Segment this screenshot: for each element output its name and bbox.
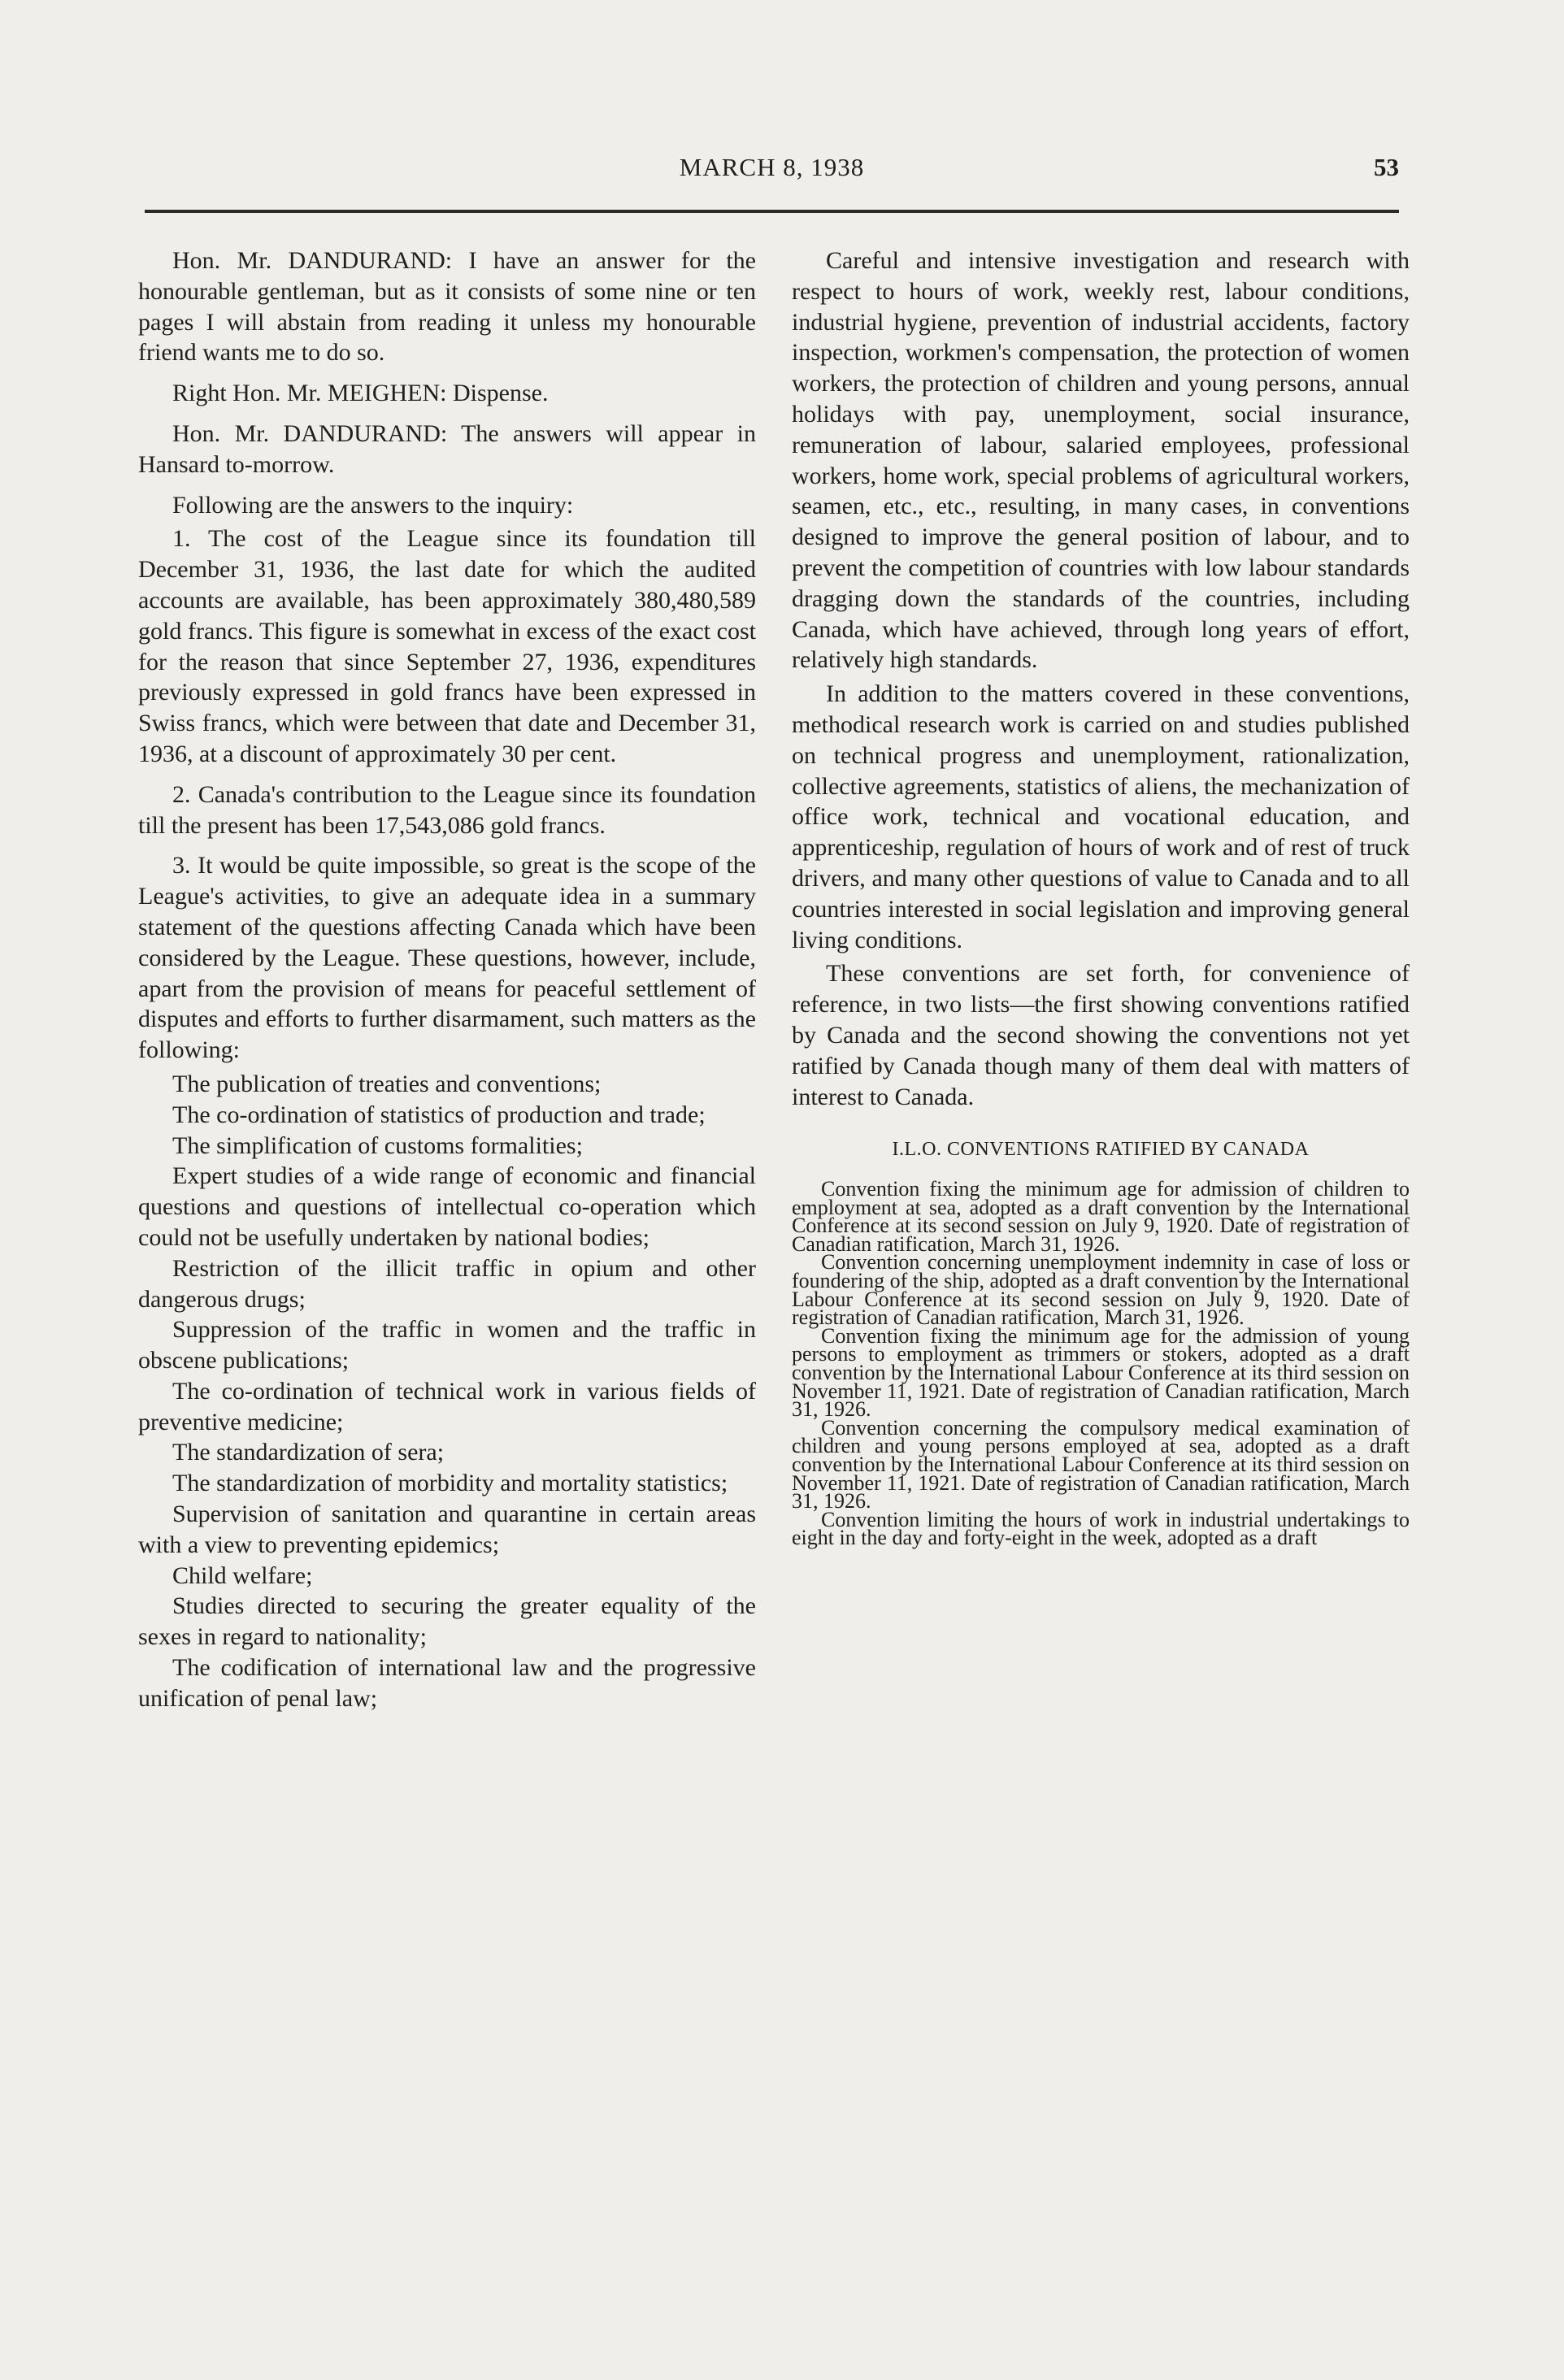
list-item: The codification of international law and the progressive unification of penal law; <box>138 1654 756 1712</box>
running-header <box>145 153 1399 193</box>
paragraph: 1. The cost of the League since its foundation till December 31, 1936, the last date for which the audited accounts are available, has been approximately 380,480,589 gold francs. This figure is somewhat in excess of the exact cost for the reason that since September 27, 1936, expenditures previously expressed in gold francs have been expressed in Swiss francs, which were between that date and December 31, 1936, at a discount of approximately 30 per cent. <box>138 525 756 767</box>
paragraph: 2. Canada's contribution to the League since its foundation till the present has been 17,543,086 gold francs. <box>138 780 756 839</box>
list-item: Expert studies of a wide range of economic and financial questions and questions of intellectual co-operation which could not be usefully undertaken by national bodies; <box>138 1162 756 1251</box>
convention-entry: Convention fixing the minimum age for admission of children to employment at sea, adopted as a draft convention by the International Conference at its second session on July 9, 1920. Date of registration of Canadian ratification, March 31, 1926. <box>792 1177 1410 1256</box>
header-rule <box>145 210 1399 213</box>
page-number: 53 <box>1374 153 1399 181</box>
list-item: Supervision of sanitation and quarantine in certain areas with a view to preventing epidemics; <box>138 1501 756 1558</box>
list-item: The co-ordination of statistics of production and trade; <box>172 1101 706 1128</box>
list-item: The standardization of morbidity and mortality statistics; <box>172 1470 728 1497</box>
right-column <box>792 245 1410 1548</box>
convention-entry: Convention concerning unemployment indemnity in case of loss or foundering of the ship, adopted as a draft convention by the International Labour Conference at its second session on July 9, 1920. Date of registration of Canadian ratification, March 31, 1926. <box>792 1250 1410 1330</box>
paragraph: Hon. Mr. DANDURAND: The answers will appear in Hansard to-morrow. <box>138 419 756 478</box>
paragraph: Right Hon. Mr. MEIGHEN: Dispense. <box>172 380 549 407</box>
convention-entry: Convention concerning the compulsory medical examination of children and young persons employed at sea, adopted as a draft convention by the International Labour Conference at its third session on November 11, 1921. Date of registration of Canadian ratification, March 31, 1926. <box>792 1415 1410 1514</box>
paragraph: In addition to the matters covered in these conventions, methodical research work is carried on and studies published on technical progress and unemployment, rationalization, collective agreements, statistics of aliens, the mechanization of office work, technical and vocational education, and apprenticeship, regulation of hours of work and of rest of truck drivers, and many other questions of value to Canada and to all countries interested in social legislation and improving general living conditions. <box>792 680 1410 953</box>
paragraph: Following are the answers to the inquiry: <box>172 491 574 519</box>
paragraph: Careful and intensive investigation and research with respect to hours of work, weekly rest, labour conditions, industrial hygiene, prevention of industrial accidents, factory inspection, workmen's compensation, the protection of women workers, the protection of children and young persons, annual holidays with pay, unemployment, social insurance, remuneration of labour, salaried employees, professional workers, home work, special problems of agricultural workers, seamen, etc., etc., resulting, in many cases, in conventions designed to improve the general position of labour, and to prevent the competition of countries with low labour standards dragging down the standards of the countries, including Canada, which have achieved, through long years of effort, relatively high standards. <box>792 247 1410 674</box>
list-item: Studies directed to securing the greater equality of the sexes in regard to nationality; <box>138 1592 756 1651</box>
list-item: Child welfare; <box>172 1561 313 1589</box>
list-item: Restriction of the illicit traffic in opium and other dangerous drugs; <box>138 1254 756 1313</box>
list-item: The co-ordination of technical work in various fields of preventive medicine; <box>138 1377 756 1435</box>
header-date: MARCH 8, 1938 <box>679 153 865 181</box>
convention-entry: Convention limiting the hours of work in industrial undertakings to eight in the day and forty-eight in the week, adopted as a draft <box>792 1507 1410 1550</box>
convention-entry: Convention fixing the minimum age for the admission of young persons to employment as trimmers or stokers, adopted as a draft convention by the International Labour Conference at its third session on November 11, 1921. Date of registration of Canadian ratification, March 31, 1926. <box>792 1323 1410 1422</box>
list-item: The simplification of customs formalities; <box>172 1131 583 1159</box>
paragraph: These conventions are set forth, for convenience of reference, in two lists—the first showing conventions ratified by Canada and the second showing the conventions not yet ratified by Canada though many of them deal with matters of interest to Canada. <box>792 960 1410 1110</box>
list-item: The publication of treaties and conventions; <box>172 1070 602 1097</box>
list-item: The standardization of sera; <box>172 1439 445 1466</box>
paragraph: Hon. Mr. DANDURAND: I have an answer for the honourable gentleman, but as it consists of some nine or ten pages I will abstain from reading it unless my honourable friend wants me to do so. <box>138 247 756 367</box>
list-item: Suppression of the traffic in women and the traffic in obscene publications; <box>138 1316 756 1375</box>
section-heading: I.L.O. CONVENTIONS RATIFIED BY CANADA <box>892 1139 1310 1161</box>
paragraph: 3. It would be quite impossible, so great is the scope of the League's activities, to give an adequate idea in a summary statement of the questions affecting Canada which have been considered by the League. These questions, however, include, apart from the provision of means for peaceful settlement of disputes and efforts to further disarmament, such matters as the following: <box>138 852 756 1064</box>
left-column <box>138 245 756 1714</box>
